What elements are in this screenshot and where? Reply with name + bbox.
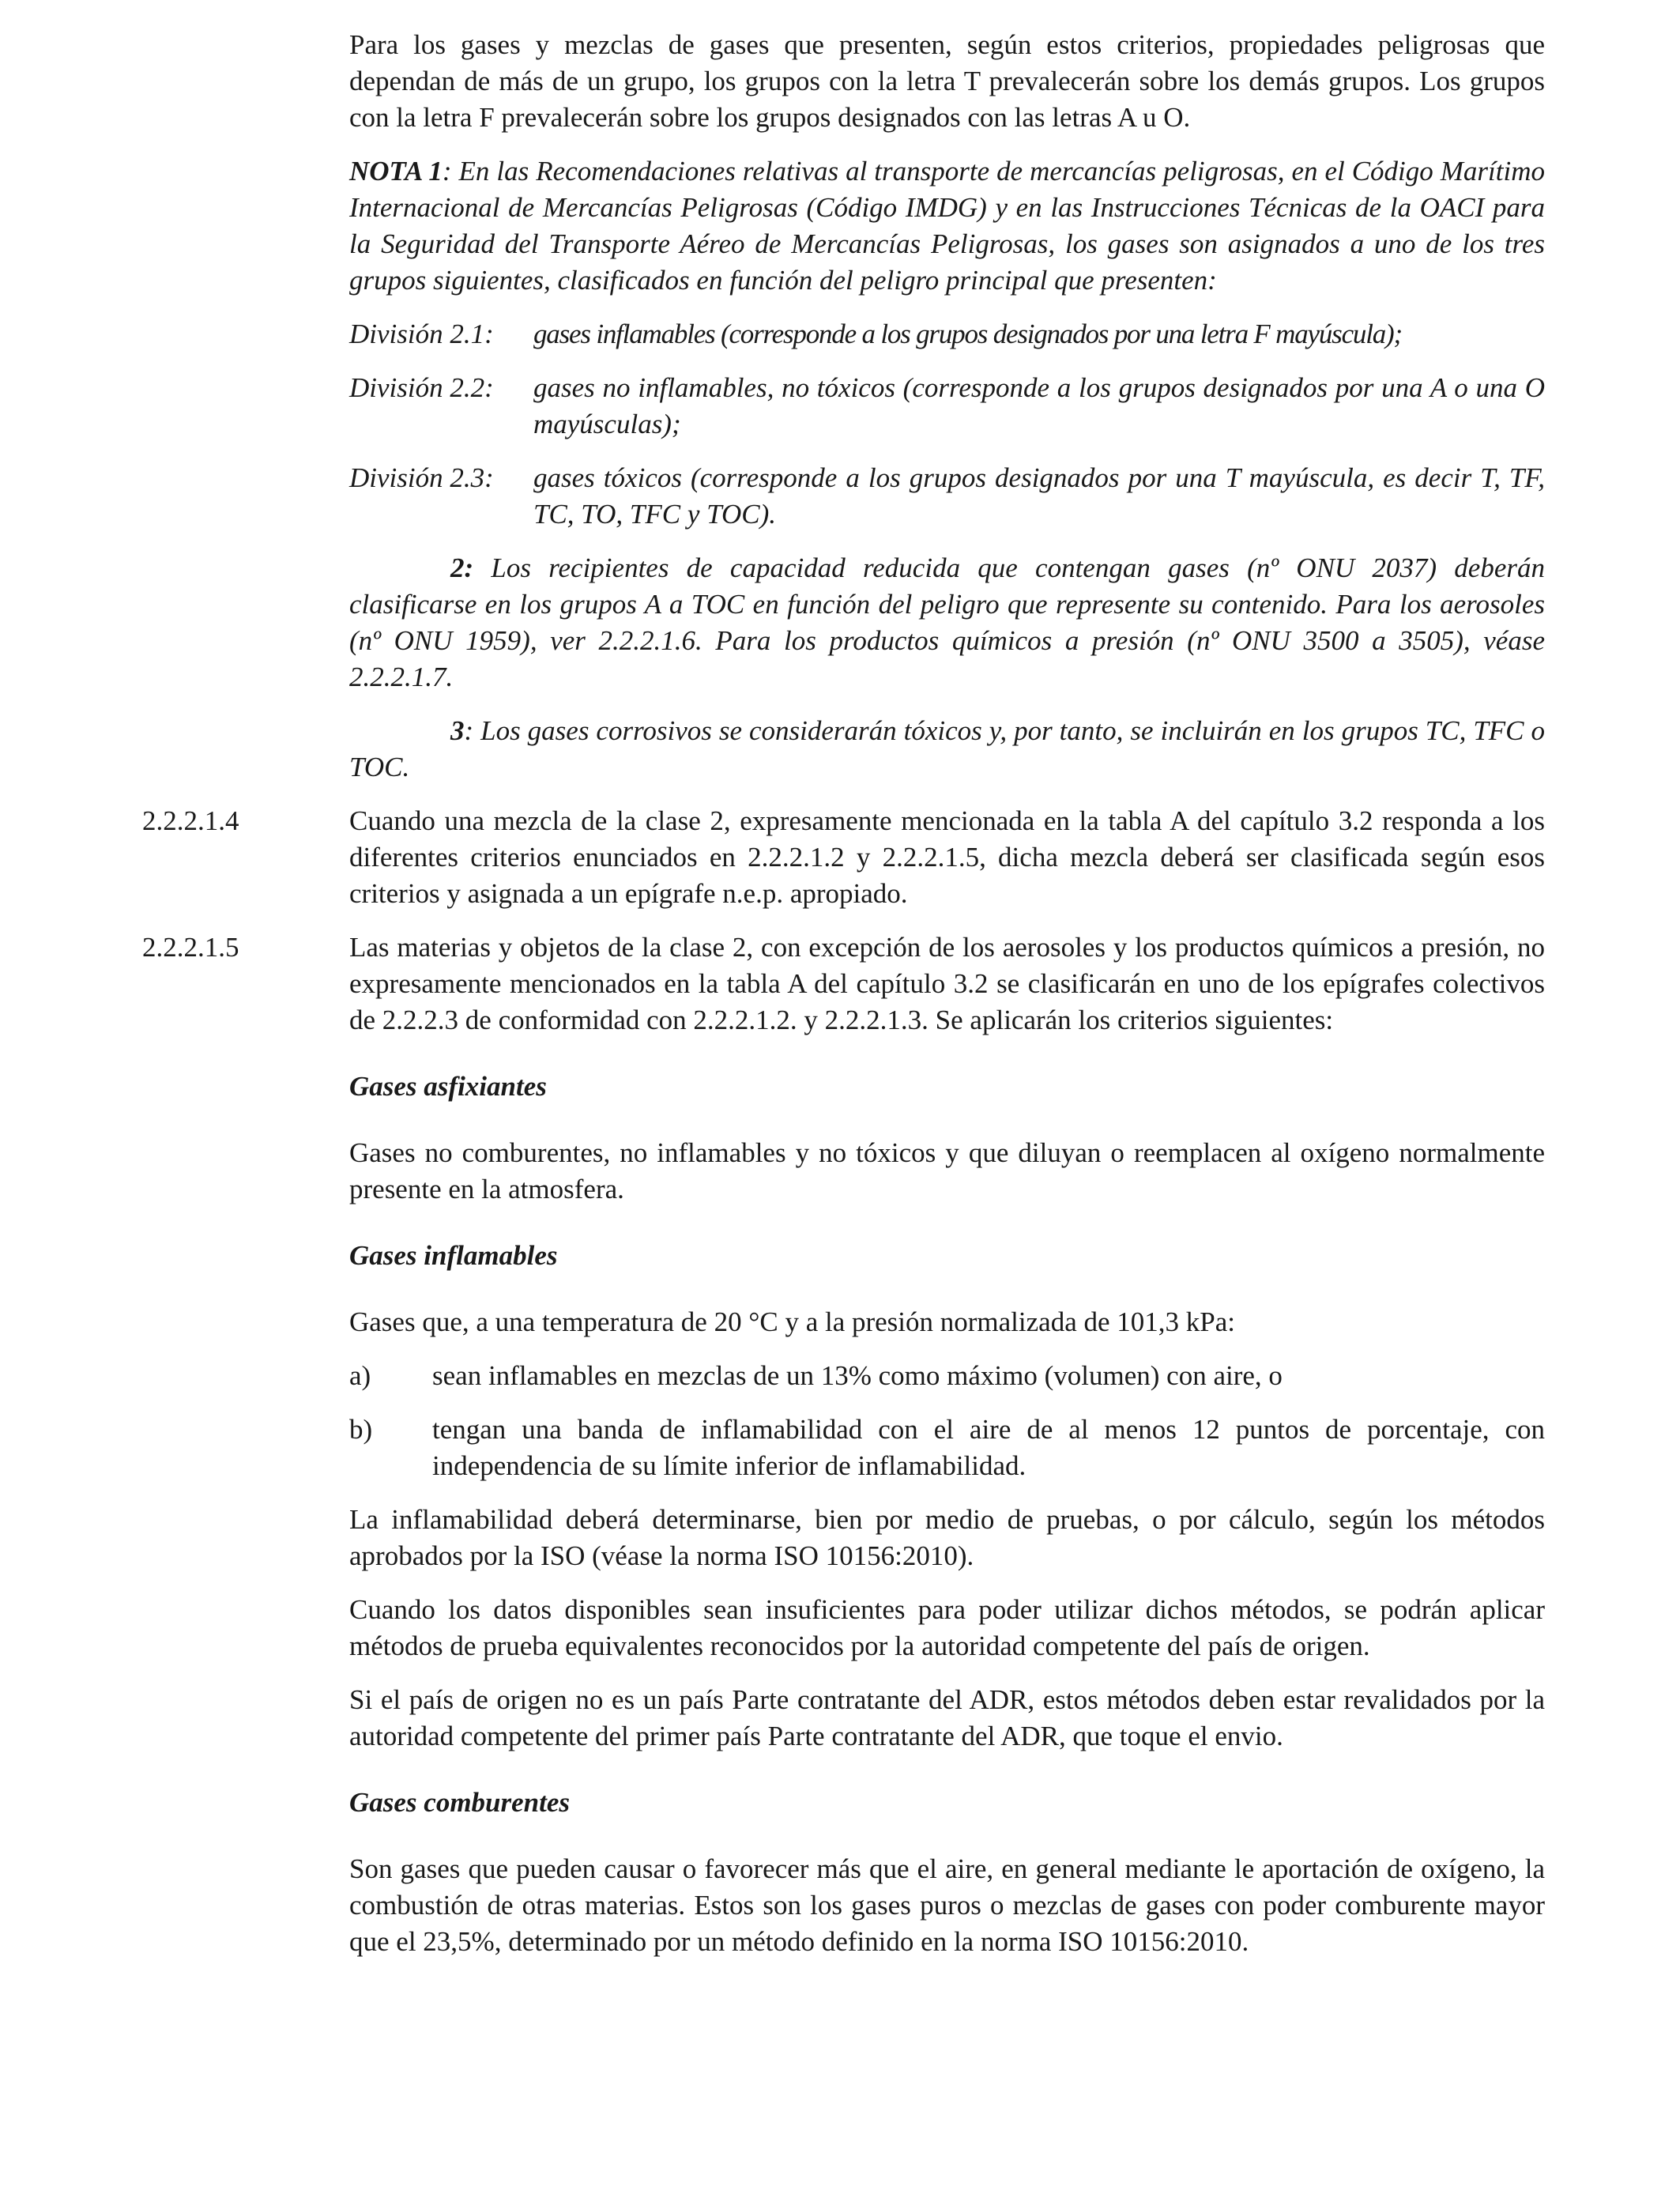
section-number: 2.2.2.1.5	[142, 932, 239, 963]
heading-gases-asfixiantes: Gases asfixiantes	[349, 1071, 547, 1102]
list-text: tengan una banda de inflamabilidad con el aire de al menos 12 puntos de porcentaje, con independencia de su límite inferior de inflamabilidad.	[432, 1414, 1545, 1481]
division-label: División 2.2:	[349, 372, 494, 403]
list-text: sean inflamables en mezclas de un 13% como máximo (volumen) con aire, o	[432, 1360, 1283, 1391]
note-1	[349, 153, 1545, 299]
note-2-text: Los recipientes de capacidad reducida que contengan gases (nº ONU 2037) deberán clasificarse en los grupos A a TOC en función del peligro que represente su contenido. Para los aerosoles (nº ONU 1959), ver 2.2.2.1.6. Para los productos químicos a presión (nº ONU 3500 a 3505), véase 2.2.2.1.7.	[349, 552, 1545, 692]
note-1-text: : En las Recomendaciones relativas al transporte de mercancías peligrosas, en el Código Marítimo Internacional de Mercancías Peligrosas (Código IMDG) y en las Instrucciones Técnicas de la OACI para la Seguridad del Transporte Aéreo de Mercancías Peligrosas, los gases son asignados a uno de los tres grupos siguientes, clasificados en función del peligro principal que presenten:	[349, 156, 1545, 296]
section-2-2-2-1-5	[0, 929, 1680, 1039]
list-item-a	[349, 1358, 1545, 1394]
division-2-3	[349, 460, 1545, 533]
comburentes-text: Son gases que pueden causar o favorecer más que el aire, en general mediante le aportación de oxígeno, la combustión de otras materias. Estos son los gases puros o mezclas de gases con poder comburente mayor que el 23,5%, determinado por un método definido en la norma ISO 10156:2010.	[349, 1853, 1545, 1957]
note-3-label: 3	[450, 715, 465, 746]
section-text: Cuando una mezcla de la clase 2, expresamente mencionada en la tabla A del capítulo 3.2 responda a los diferentes criterios enunciados en 2.2.2.1.2 y 2.2.2.1.5, dicha mezcla deberá ser clasificada según esos criterios y asignada a un epígrafe n.e.p. apropiado.	[349, 805, 1545, 909]
division-text: gases inflamables (corresponde a los grupos designados por una letra F mayúscula);	[533, 319, 1402, 349]
division-text: gases tóxicos (corresponde a los grupos designados por una T mayúscula, es decir T, TF, TC, TO, TFC y TOC).	[533, 462, 1545, 530]
asfixiantes-text: Gases no comburentes, no inflamables y no tóxicos y que diluyan o reemplacen al oxígeno normalmente presente en la atmosfera.	[349, 1137, 1545, 1204]
note-3-text: : Los gases corrosivos se considerarán tóxicos y, por tanto, se incluirán en los grupos TC, TFC o TOC.	[349, 715, 1545, 782]
intro-paragraph: Para los gases y mezclas de gases que presenten, según estos criterios, propiedades peligrosas que dependan de más de un grupo, los grupos con la letra T prevalecerán sobre los demás grupos. Los grupos con la letra F prevalecerán sobre los grupos designados con las letras A u O.	[349, 29, 1545, 133]
note-1-label: NOTA 1	[349, 156, 443, 187]
criteria-column	[349, 1069, 1545, 1960]
division-label: División 2.3:	[349, 462, 494, 493]
section-2-2-2-1-4	[0, 803, 1680, 912]
section-number: 2.2.2.1.4	[142, 805, 239, 836]
inflamables-paragraph-1: La inflamabilidad deberá determinarse, bien por medio de pruebas, o por cálculo, según los métodos aprobados por la ISO (véase la norma ISO 10156:2010).	[349, 1504, 1545, 1571]
note-2-label: 2:	[450, 552, 474, 583]
list-item-b	[349, 1412, 1545, 1484]
list-marker: b)	[349, 1414, 373, 1445]
note-2	[349, 550, 1545, 696]
note-3	[349, 713, 1545, 786]
inflamables-paragraph-3: Si el país de origen no es un país Parte contratante del ADR, estos métodos deben estar revalidados por la autoridad competente del primer país Parte contratante del ADR, que toque el envio.	[349, 1684, 1545, 1751]
division-2-1	[349, 316, 1545, 352]
inflamables-paragraph-2: Cuando los datos disponibles sean insuficientes para poder utilizar dichos métodos, se podrán aplicar métodos de prueba equivalentes reconocidos por la autoridad competente del país de origen.	[349, 1594, 1545, 1661]
section-text: Las materias y objetos de la clase 2, con excepción de los aerosoles y los productos químicos a presión, no expresamente mencionados en la tabla A del capítulo 3.2 se clasificarán en uno de los epígrafes colectivos de 2.2.2.3 de conformidad con 2.2.2.1.2. y 2.2.2.1.3. Se aplicarán los criterios siguientes:	[349, 932, 1545, 1035]
inflamables-intro: Gases que, a una temperatura de 20 °C y a la presión normalizada de 101,3 kPa:	[349, 1306, 1235, 1337]
heading-gases-comburentes: Gases comburentes	[349, 1787, 571, 1818]
division-2-2	[349, 370, 1545, 443]
list-marker: a)	[349, 1360, 371, 1391]
heading-gases-inflamables: Gases inflamables	[349, 1240, 558, 1271]
division-label: División 2.1:	[349, 319, 494, 349]
division-text: gases no inflamables, no tóxicos (corresponde a los grupos designados por una A o una O mayúsculas);	[533, 372, 1545, 439]
notes-column	[349, 27, 1545, 786]
